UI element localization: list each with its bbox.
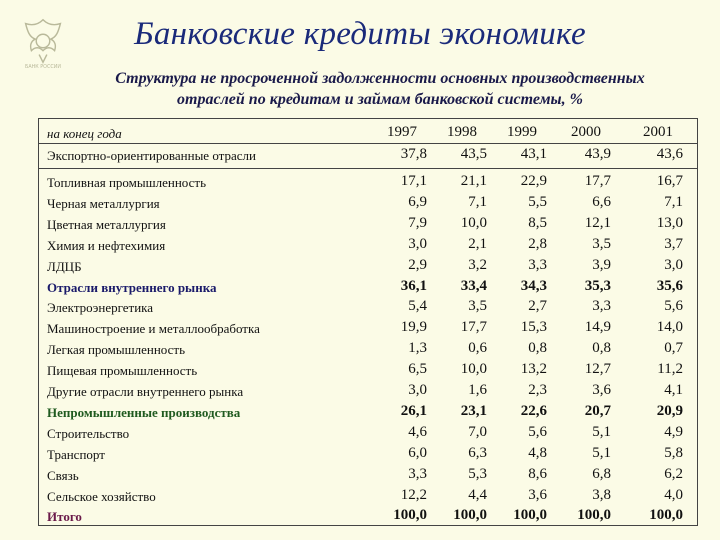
page-title: Банковские кредиты экономике — [134, 16, 586, 52]
row-label: Легкая промышленность — [47, 342, 186, 358]
table-row — [39, 236, 697, 256]
cell-value: 7,0 — [468, 423, 487, 440]
cell-value: 13,0 — [656, 214, 683, 231]
row-label: Химия и нефтехимия — [47, 237, 166, 253]
cell-value: 3,2 — [468, 256, 487, 273]
cell-value: 7,1 — [664, 193, 683, 210]
cell-value: 2,8 — [528, 235, 547, 252]
table-subtitle — [60, 68, 700, 110]
row-label: Непромышленные производства — [47, 404, 241, 420]
cell-value: 33,4 — [460, 277, 487, 294]
cell-value: 8,6 — [528, 465, 547, 482]
row-label: Строительство — [47, 425, 130, 441]
cell-value: 6,9 — [408, 193, 427, 210]
subtitle-line-2: отраслей по кредитам и займам банковской системы, % — [177, 91, 583, 108]
row-label: Машиностроение и металлообработка — [47, 321, 260, 337]
row-label: Электроэнергетика — [47, 300, 154, 316]
cell-value: 17,7 — [584, 173, 611, 189]
cell-value: 100,0 — [649, 507, 683, 524]
cell-value: 3,5 — [592, 235, 611, 252]
cell-value: 43,9 — [584, 146, 611, 162]
svg-text:БАНК РОССИИ: БАНК РОССИИ — [25, 65, 61, 70]
year-header: 2001 — [643, 124, 673, 140]
table-row — [39, 298, 697, 318]
cell-value: 0,8 — [528, 340, 547, 357]
cell-value: 19,9 — [400, 319, 427, 336]
cell-value: 1,3 — [408, 340, 427, 357]
table-row — [39, 487, 697, 507]
cell-value: 14,9 — [584, 319, 611, 336]
table-row — [39, 194, 697, 214]
table-row — [39, 319, 697, 339]
cell-value: 37,8 — [400, 146, 427, 162]
cell-value: 26,1 — [400, 402, 427, 419]
cell-value: 4,8 — [528, 444, 547, 461]
subtitle-line-1: Структура не просроченной задолженности основных производственных — [115, 70, 645, 87]
cell-value: 100,0 — [393, 507, 427, 524]
cell-value: 22,9 — [520, 173, 547, 189]
header-label: на конец года — [47, 126, 122, 141]
cell-value: 3,6 — [528, 486, 547, 503]
cell-value: 43,1 — [520, 146, 547, 162]
cell-value: 23,1 — [460, 402, 487, 419]
cell-value: 3,0 — [664, 256, 683, 273]
year-header: 1999 — [507, 124, 537, 140]
cell-value: 3,7 — [664, 235, 683, 252]
cell-value: 20,9 — [656, 402, 683, 419]
cell-value: 3,3 — [592, 298, 611, 315]
year-header: 1998 — [447, 124, 477, 140]
cell-value: 3,3 — [408, 465, 427, 482]
row-label: Топливная промышленность — [47, 175, 207, 190]
table-row — [39, 507, 697, 527]
cell-value: 8,5 — [528, 214, 547, 231]
table-row — [39, 466, 697, 486]
cell-value: 17,1 — [400, 173, 427, 189]
cell-value: 5,4 — [408, 298, 427, 315]
cell-value: 7,1 — [468, 193, 487, 210]
row-label: Транспорт — [47, 446, 105, 462]
row-label: Сельское хозяйство — [47, 488, 156, 504]
cell-value: 5,6 — [664, 298, 683, 315]
table-row — [39, 173, 697, 193]
cell-value: 6,3 — [468, 444, 487, 461]
cell-value: 4,1 — [664, 382, 683, 398]
cell-value: 11,2 — [657, 361, 683, 378]
cell-value: 6,6 — [592, 193, 611, 210]
cell-value: 5,3 — [468, 465, 487, 482]
cell-value: 5,1 — [592, 423, 611, 440]
cell-value: 3,0 — [408, 382, 427, 398]
cell-value: 43,5 — [460, 146, 487, 162]
header-divider — [39, 143, 697, 144]
cell-value: 43,6 — [656, 146, 683, 162]
cell-value: 14,0 — [656, 319, 683, 336]
cell-value: 6,2 — [664, 465, 683, 482]
cell-value: 3,9 — [592, 256, 611, 273]
table-row — [39, 361, 697, 381]
cell-value: 12,7 — [584, 361, 611, 378]
cell-value: 4,4 — [468, 486, 487, 503]
cell-value: 6,8 — [592, 465, 611, 482]
table-row — [39, 424, 697, 444]
table-row — [39, 403, 697, 423]
cell-value: 12,1 — [584, 214, 611, 231]
row-label: ЛДЦБ — [47, 258, 82, 274]
export-oriented-row — [39, 146, 697, 166]
table-row — [39, 278, 697, 298]
cell-value: 100,0 — [577, 507, 611, 524]
cell-value: 0,8 — [592, 340, 611, 357]
cell-value: 10,0 — [460, 361, 487, 378]
cell-value: 0,6 — [468, 340, 487, 357]
table-row — [39, 340, 697, 360]
table-header-row — [39, 124, 697, 144]
row-label: Черная металлургия — [47, 195, 160, 211]
row-label: Другие отрасли внутреннего рынка — [47, 384, 244, 399]
cell-value: 7,9 — [408, 214, 427, 231]
cell-value: 16,7 — [656, 173, 683, 189]
cell-value: 3,6 — [592, 382, 611, 398]
cell-value: 34,3 — [520, 277, 547, 294]
cell-value: 5,8 — [664, 444, 683, 461]
row-label: Связь — [47, 467, 79, 483]
cell-value: 3,5 — [468, 298, 487, 315]
credit-structure-table — [38, 118, 698, 526]
year-header: 2000 — [571, 124, 601, 140]
cell-value: 2,1 — [468, 235, 487, 252]
row-label: Экспортно-ориентированные отрасли — [47, 148, 256, 163]
cell-value: 5,1 — [592, 444, 611, 461]
row-label: Цветная металлургия — [47, 216, 166, 232]
cell-value: 13,2 — [520, 361, 547, 378]
cell-value: 4,6 — [408, 423, 427, 440]
cell-value: 35,3 — [584, 277, 611, 294]
cell-value: 35,6 — [656, 277, 683, 294]
cell-value: 21,1 — [460, 173, 487, 189]
cell-value: 5,5 — [528, 193, 547, 210]
cell-value: 6,0 — [408, 444, 427, 461]
cell-value: 10,0 — [460, 214, 487, 231]
row-label: Отрасли внутреннего рынка — [47, 279, 217, 295]
row-label: Итого — [47, 509, 82, 525]
cell-value: 15,3 — [520, 319, 547, 336]
cell-value: 0,7 — [664, 340, 683, 357]
export-divider — [39, 168, 697, 169]
cell-value: 3,3 — [528, 256, 547, 273]
row-label: Пищевая промышленность — [47, 363, 198, 379]
cell-value: 20,7 — [584, 402, 611, 419]
table-row — [39, 215, 697, 235]
cell-value: 100,0 — [513, 507, 547, 524]
cell-value: 4,9 — [664, 423, 683, 440]
cell-value: 2,3 — [528, 382, 547, 398]
cell-value: 6,5 — [408, 361, 427, 378]
table-row — [39, 445, 697, 465]
cell-value: 17,7 — [460, 319, 487, 336]
cell-value: 3,8 — [592, 486, 611, 503]
cell-value: 2,9 — [408, 256, 427, 273]
cell-value: 5,6 — [528, 423, 547, 440]
cell-value: 12,2 — [400, 486, 427, 503]
table-row — [39, 257, 697, 277]
cell-value: 1,6 — [468, 382, 487, 398]
cell-value: 100,0 — [453, 507, 487, 524]
cell-value: 2,7 — [528, 298, 547, 315]
table-row — [39, 382, 697, 402]
cell-value: 4,0 — [664, 486, 683, 503]
cell-value: 22,6 — [520, 402, 547, 419]
cell-value: 36,1 — [400, 277, 427, 294]
year-header: 1997 — [387, 124, 417, 140]
cell-value: 3,0 — [408, 235, 427, 252]
